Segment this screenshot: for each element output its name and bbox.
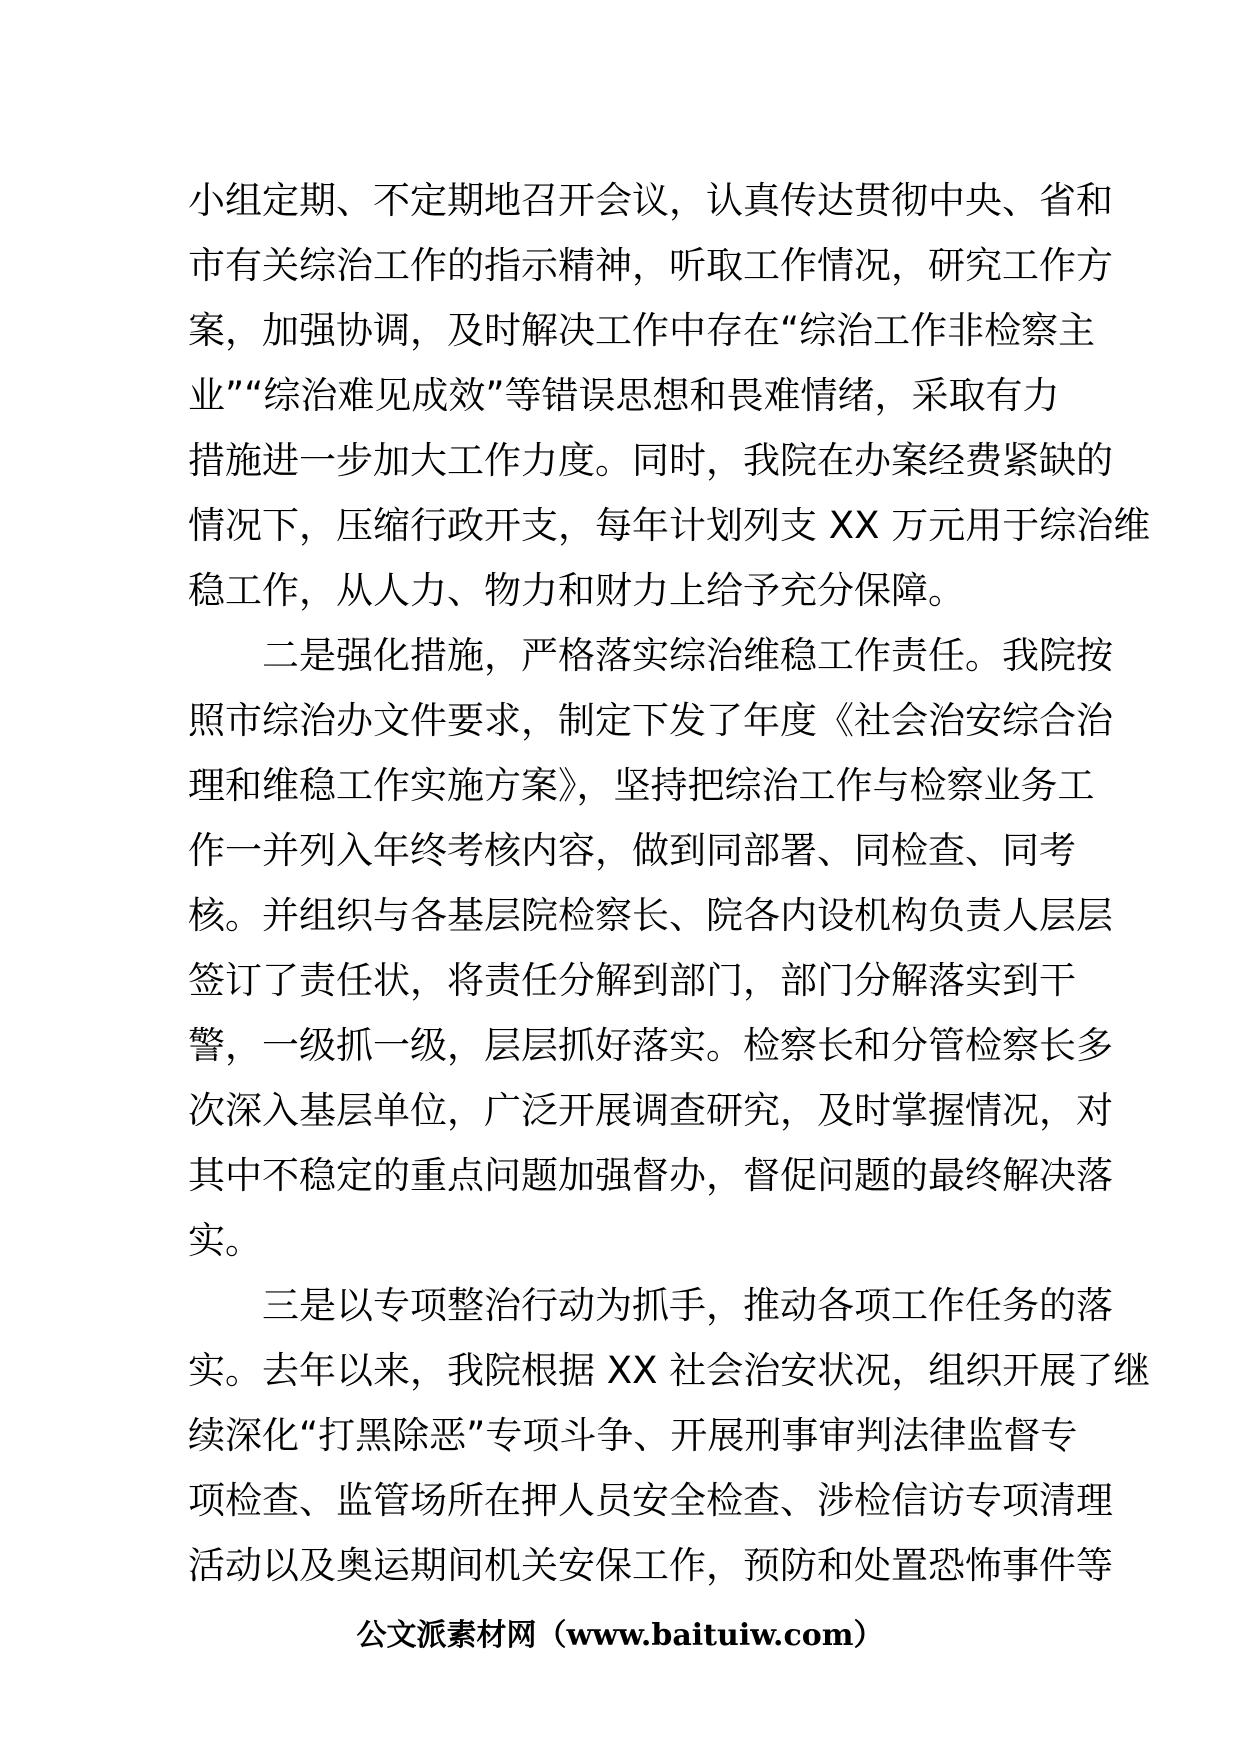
text-line: 核。并组织与各基层院检察长、院各内设机构负责人层层 <box>188 894 1113 937</box>
paragraph-first-line: 二是强化措施，严格落实综治维稳工作责任。我院按 <box>262 634 1113 677</box>
text-line: 次深入基层单位，广泛开展调查研究，及时掌握情况，对 <box>188 1089 1113 1132</box>
text-line: 续深化“打黑除恶”专项斗争、开展刑事审判法律监督专 <box>188 1414 1078 1457</box>
text-line: 其中不稳定的重点问题加强督办，督促问题的最终解决落 <box>188 1154 1113 1197</box>
text-line: 活动以及奥运期间机关安保工作，预防和处置恐怖事件等 <box>188 1544 1113 1587</box>
text-line: 实。去年以来，我院根据 XX 社会治安状况，组织开展了继 <box>188 1349 1151 1392</box>
text-line: 小组定期、不定期地召开会议，认真传达贯彻中央、省和 <box>188 179 1113 222</box>
text-line: 措施进一步加大工作力度。同时，我院在办案经费紧缺的 <box>188 439 1113 482</box>
text-line: 照市综治办文件要求，制定下发了年度《社会治安综合治 <box>188 699 1113 742</box>
text-line: 警，一级抓一级，层层抓好落实。检察长和分管检察长多 <box>188 1024 1113 1067</box>
text-line: 实。 <box>188 1219 262 1262</box>
text-line: 项检查、监管场所在押人员安全检查、涉检信访专项清理 <box>188 1479 1113 1522</box>
text-line: 理和维稳工作实施方案》，坚持把综治工作与检察业务工 <box>188 764 1095 807</box>
paragraph-first-line: 三是以专项整治行动为抓手，推动各项工作任务的落 <box>262 1284 1113 1327</box>
text-line: 业”“综治难见成效”等错误思想和畏难情绪，采取有力 <box>188 374 1060 417</box>
text-line: 作一并列入年终考核内容，做到同部署、同检查、同考 <box>188 829 1076 872</box>
text-line: 市有关综治工作的指示精神，听取工作情况，研究工作方 <box>188 244 1113 287</box>
footer-watermark: 公文派素材网（www.baituiw.com） <box>356 1618 884 1653</box>
text-line: 签订了责任状，将责任分解到部门，部门分解落实到干 <box>188 959 1076 1002</box>
body-text <box>188 168 1151 1598</box>
text-line: 稳工作，从人力、物力和财力上给予充分保障。 <box>188 569 965 612</box>
text-line: 案，加强协调，及时解决工作中存在“综治工作非检察主 <box>188 309 1096 352</box>
text-line: 情况下，压缩行政开支，每年计划列支 XX 万元用于综治维 <box>188 504 1151 547</box>
